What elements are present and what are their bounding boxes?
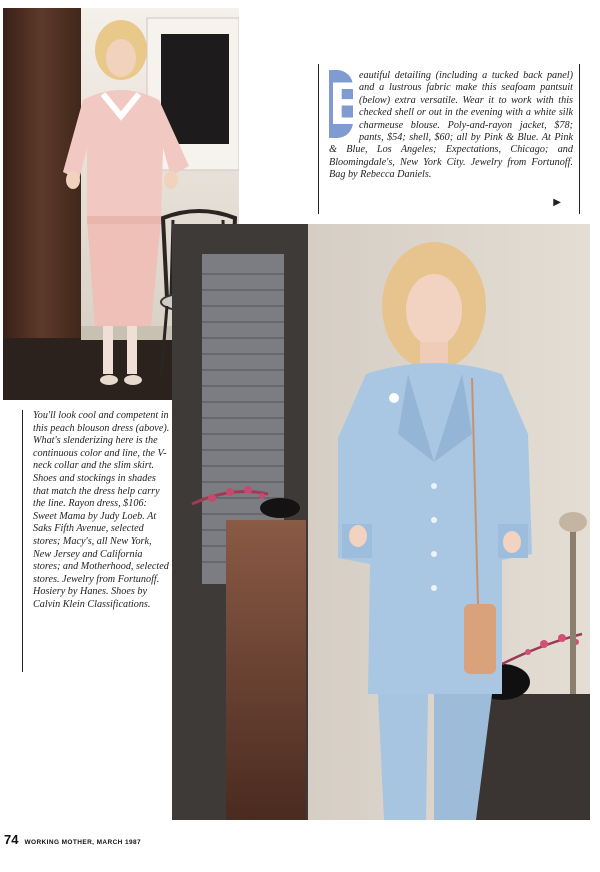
photo-seafoam-pantsuit bbox=[172, 224, 590, 820]
running-head: WORKING MOTHER, MARCH 1987 bbox=[24, 839, 142, 846]
article-caption-dress bbox=[22, 410, 172, 672]
continue-arrow-icon: ▶ bbox=[553, 197, 561, 208]
drop-cap: B bbox=[329, 70, 373, 137]
article-caption-pantsuit bbox=[318, 64, 580, 214]
article-body-pantsuit: eautiful detailing (including a tucked back panel) and a lustrous fabric make this seafoam pantsuit (below) extra versatile. Wear it to work with this checked shell or out in the evening with a white silk charmeuse blouse. Poly-and-rayon jacket, $78; pants, $54; shell, $60; all by Pink & Blue. At Pink & Blue, Los Angeles; Expectations, Chicago; and Bloomingdale's, New York City. Jewelry from Fortunoff. Bag by Rebecca Daniels. bbox=[329, 70, 573, 181]
article-body-dress: You'll look cool and competent in this peach blouson dress (above). What's slenderizing here is the continuous color and line, the V-neck collar and the slim skirt. Shoes and stockings in shades that match the dress help carry the line. Rayon dress, $106: Sweet Mama by Judy Loeb. At Saks Fifth Avenue, selected stores; Macy's, all New York, New Jersey and California stores; and Motherhood, selected stores. Jewelry from Fortunoff. Hosiery by Hanes. Shoes by Calvin Klein Classifications. bbox=[33, 410, 170, 610]
page-number: 74 bbox=[4, 832, 19, 847]
page-footer bbox=[4, 832, 404, 848]
